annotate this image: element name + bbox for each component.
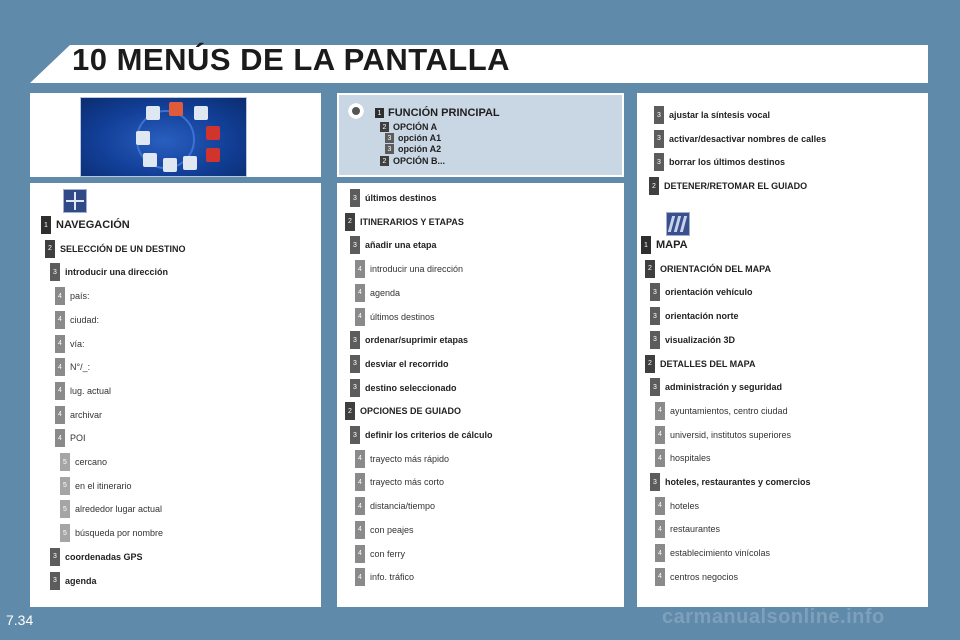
level-badge: 4 [55, 358, 65, 376]
col3-item [650, 473, 811, 491]
col2-item [350, 236, 437, 254]
function-legend-label: opción A1 [398, 133, 442, 143]
watermark: carmanualsonline.info [662, 606, 885, 628]
function-legend-label: OPCIÓN A [393, 122, 438, 132]
col1-item [60, 477, 132, 495]
menu-entry-label: MAPA [656, 239, 688, 251]
col2-item [350, 331, 468, 349]
function-legend-line [375, 107, 500, 119]
menu-entry-label: POI [70, 433, 86, 444]
col2-item [350, 379, 457, 397]
level-badge: 5 [60, 500, 70, 518]
col2-item [355, 521, 414, 539]
level-badge: 3 [350, 236, 360, 254]
level-badge: 4 [655, 568, 665, 586]
level-badge: 3 [350, 331, 360, 349]
col1-item [55, 287, 90, 305]
menu-entry-label: DETALLES DEL MAPA [660, 358, 756, 369]
menu-entry-label: ayuntamientos, centro ciudad [670, 405, 788, 416]
tools-icon [143, 153, 157, 167]
level-badge: 3 [654, 153, 664, 171]
col2-item [355, 284, 400, 302]
col1-item [50, 548, 143, 566]
menu-entry-label: desviar el recorrido [365, 358, 449, 369]
col2-item [355, 260, 463, 278]
menu-entry-label: hoteles, restaurantes y comercios [665, 477, 811, 487]
warning-icon [169, 102, 183, 116]
menu-entry-label: borrar los últimos destinos [669, 157, 786, 168]
col2-item [355, 450, 449, 468]
col3-top-item [654, 153, 785, 171]
level-badge: 2 [380, 122, 389, 132]
menu-entry-label: con ferry [370, 548, 406, 559]
col3-item [655, 426, 791, 444]
level-badge: 2 [345, 402, 355, 420]
level-badge: 4 [55, 335, 65, 353]
level-badge: 4 [655, 544, 665, 562]
col2-item [345, 402, 461, 420]
level-badge: 3 [385, 144, 394, 154]
menu-entry-label: hoteles [670, 500, 700, 511]
video-icon [183, 156, 197, 170]
menu-entry-label: visualización 3D [665, 334, 736, 345]
level-badge: 3 [654, 106, 664, 124]
level-badge: 5 [60, 477, 70, 495]
menu-entry-label: introducir una dirección [370, 264, 464, 275]
level-badge: 4 [55, 311, 65, 329]
level-badge: 4 [55, 287, 65, 305]
menu-entry-label: orientación norte [665, 311, 739, 322]
col1-item [41, 216, 130, 234]
col2-item [345, 213, 464, 231]
menu-entry-label: con peajes [370, 524, 414, 535]
col3-item [655, 544, 770, 562]
menu-entry-label: búsqueda por nombre [75, 528, 164, 539]
menu-entry-label: OPCIONES DE GUIADO [360, 406, 462, 417]
page-number: 7.34 [6, 612, 34, 628]
menu-entry-label: cercano [75, 457, 108, 467]
menu-entry-label: centros negocios [670, 571, 739, 582]
navigation-icon [136, 131, 150, 145]
col1-item [55, 382, 111, 400]
menu-entry-label: añadir una etapa [365, 240, 437, 251]
col1-item [55, 358, 90, 376]
menu-entry-label: restaurantes [670, 524, 721, 535]
function-legend-label: OPCIÓN B... [393, 156, 446, 166]
sun-settings-icon [348, 103, 364, 119]
col2-item [350, 355, 449, 373]
menu-entry-label: NAVEGACIÓN [56, 219, 130, 231]
menu-entry-label: establecimiento vinícolas [670, 548, 771, 559]
menu-entry-label: introducir una dirección [65, 267, 169, 278]
level-badge: 3 [650, 331, 660, 349]
level-badge: 3 [654, 130, 664, 148]
level-badge: 3 [350, 379, 360, 397]
book-icon [146, 106, 160, 120]
level-badge: 2 [645, 260, 655, 278]
col2-item [350, 426, 493, 444]
menu-entry-label: ordenar/suprimir etapas [365, 335, 469, 346]
menu-entry-label: orientación vehículo [665, 287, 753, 298]
level-badge: 3 [350, 426, 360, 444]
col2-item [355, 545, 405, 563]
level-badge: 2 [645, 355, 655, 373]
level-badge: 4 [655, 449, 665, 467]
col3-item [655, 568, 738, 586]
menu-entry-label: alrededor lugar actual [75, 504, 163, 515]
menu-entry-label: coordenadas GPS [65, 551, 143, 562]
level-badge: 4 [355, 450, 365, 468]
function-legend-line [385, 143, 441, 155]
level-badge: 1 [641, 236, 651, 254]
level-badge: 3 [50, 548, 60, 566]
menu-entry-label: definir los criterios de cálculo [365, 430, 493, 440]
col3-item [645, 260, 771, 278]
menu-entry-label: administración y seguridad [665, 382, 783, 393]
level-badge: 4 [55, 429, 65, 447]
function-legend-label: opción A2 [398, 144, 442, 154]
level-badge: 2 [649, 177, 659, 195]
menu-entry-label: ITINERARIOS Y ETAPAS [360, 216, 464, 227]
level-badge: 3 [350, 189, 360, 207]
menu-entry-label: ORIENTACIÓN DEL MAPA [660, 263, 772, 274]
level-badge: 3 [650, 307, 660, 325]
menu-entry-label: últimos destinos [370, 311, 435, 322]
level-badge: 2 [380, 156, 389, 166]
col2-item [350, 189, 437, 207]
col3-item [650, 307, 739, 325]
radio-icon [206, 126, 220, 140]
settings-icon [163, 158, 177, 172]
menu-entry-label: lug. actual [70, 385, 112, 396]
menu-entry-label: últimos destinos [365, 193, 437, 203]
level-badge: 3 [50, 572, 60, 590]
menu-entry-label: en el itinerario [75, 480, 132, 491]
col3-item [655, 497, 699, 515]
function-legend-line [380, 155, 445, 167]
col2-item [355, 473, 444, 491]
level-badge: 2 [45, 240, 55, 258]
level-badge: 4 [355, 545, 365, 563]
level-badge: 4 [355, 568, 365, 586]
col1-item [60, 453, 107, 471]
menu-entry-label: activar/desactivar nombres de calles [669, 133, 827, 144]
level-badge: 4 [55, 382, 65, 400]
level-badge: 2 [345, 213, 355, 231]
menu-entry-label: trayecto más rápido [370, 453, 450, 464]
menu-entry-label: país: [70, 291, 90, 302]
level-badge: 3 [650, 378, 660, 396]
col1-item [55, 406, 102, 424]
level-badge: 1 [375, 108, 384, 118]
menu-entry-label: vía: [70, 338, 85, 349]
level-badge: 3 [50, 263, 60, 281]
level-badge: 4 [355, 308, 365, 326]
col3-item [655, 402, 788, 420]
col3-item [650, 331, 735, 349]
navigation-icon [63, 189, 87, 213]
menu-screen-image [80, 97, 247, 177]
col3-item [655, 520, 720, 538]
level-badge: 4 [655, 402, 665, 420]
menu-entry-label: DETENER/RETOMAR EL GUIADO [664, 181, 808, 192]
menu-entry-label: distancia/tiempo [370, 501, 436, 512]
level-badge: 4 [355, 284, 365, 302]
col3-top-item [654, 130, 826, 148]
col2-item [355, 497, 435, 515]
function-legend-label: FUNCIÓN PRINCIPAL [388, 107, 500, 119]
col3-item [650, 378, 782, 396]
col1-item [45, 240, 186, 258]
menu-entry-label: ciudad: [70, 314, 100, 325]
menu-entry-label: archivar [70, 409, 103, 420]
level-badge: 3 [385, 133, 394, 143]
level-badge: 1 [41, 216, 51, 234]
col3-top-item [649, 177, 807, 195]
map-icon [666, 212, 690, 236]
level-badge: 3 [650, 283, 660, 301]
col1-item [50, 572, 97, 590]
menu-entry-label: universid, institutos superiores [670, 429, 792, 440]
media-icon [206, 148, 220, 162]
col1-item [55, 335, 85, 353]
menu-entry-label: hospitales [670, 453, 711, 464]
col2-item [355, 568, 414, 586]
col1-item [55, 311, 99, 329]
col1-item [60, 524, 163, 542]
level-badge: 5 [60, 453, 70, 471]
col1-item [50, 263, 168, 281]
level-badge: 5 [60, 524, 70, 542]
col3-item [655, 449, 711, 467]
level-badge: 4 [655, 520, 665, 538]
menu-entry-label: trayecto más corto [370, 477, 445, 488]
level-badge: 4 [355, 497, 365, 515]
col3-item [641, 236, 688, 254]
menu-entry-label: info. tráfico [370, 572, 415, 583]
page-title: 10 MENÚS DE LA PANTALLA [72, 42, 511, 77]
col2-item [355, 308, 435, 326]
col1-item [60, 500, 162, 518]
menu-entry-label: ajustar la síntesis vocal [669, 110, 771, 120]
menu-entry-label: agenda [65, 575, 97, 586]
level-badge: 4 [655, 426, 665, 444]
level-badge: 4 [355, 473, 365, 491]
col3-item [650, 283, 753, 301]
menu-entry-label: N°/_: [70, 362, 91, 373]
level-badge: 4 [55, 406, 65, 424]
menu-entry-label: destino seleccionado [365, 382, 457, 393]
level-badge: 4 [355, 260, 365, 278]
level-badge: 4 [355, 521, 365, 539]
col3-item [645, 355, 756, 373]
level-badge: 3 [650, 473, 660, 491]
phone-icon [194, 106, 208, 120]
col3-top-item [654, 106, 770, 124]
level-badge: 3 [350, 355, 360, 373]
menu-entry-label: agenda [370, 287, 401, 298]
col1-item [55, 429, 86, 447]
level-badge: 4 [655, 497, 665, 515]
menu-entry-label: SELECCIÓN DE UN DESTINO [60, 243, 186, 254]
